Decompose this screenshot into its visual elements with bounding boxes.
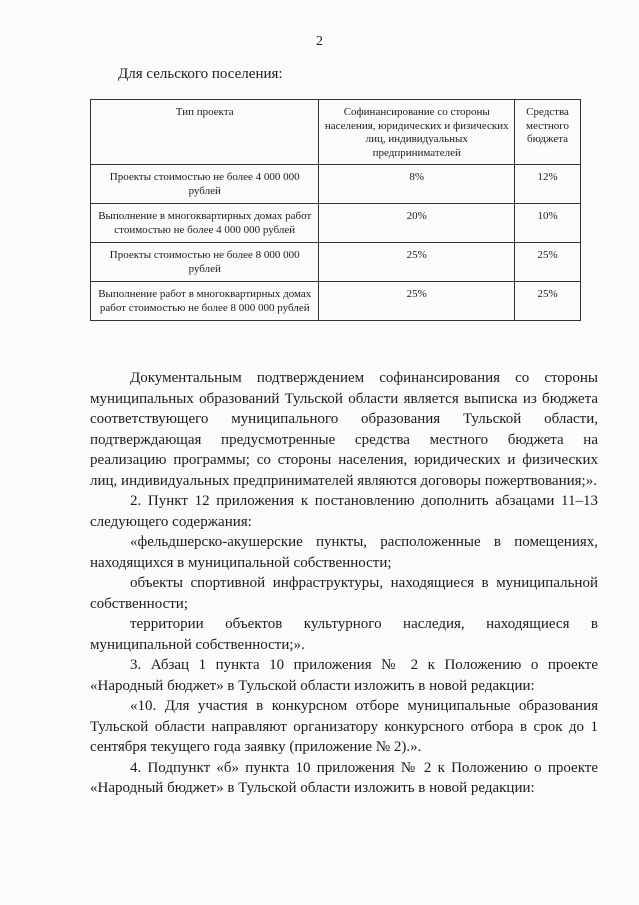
cofinancing-table	[90, 99, 581, 321]
paragraph-feldsher-points: «фельдшерско-акушерские пункты, расположенные в помещениях, находящихся в муниципальной собственности;	[90, 534, 598, 571]
paragraph-item-3: 3. Абзац 1 пункта 10 приложения № 2 к Положению о проекте «Народный бюджет» в Тульской области изложить в новой редакции:	[90, 657, 598, 694]
paragraph-item-2: 2. Пункт 12 приложения к постановлению дополнить абзацами 11–13 следующего содержания:	[90, 493, 598, 530]
cell-local-budget: 25%	[515, 243, 581, 282]
table-row	[91, 165, 581, 204]
cell-local-budget: 10%	[515, 204, 581, 243]
table-row	[91, 282, 581, 321]
intro-heading: Для сельского поселения:	[118, 66, 283, 82]
cell-cofinancing: 20%	[319, 204, 515, 243]
cell-project-type: Проекты стоимостью не более 4 000 000 рублей	[91, 165, 319, 204]
paragraph-sports-facilities: объекты спортивной инфраструктуры, находящиеся в муниципальной собственности;	[90, 575, 598, 612]
header-local-budget: Средства местного бюджета	[515, 100, 581, 165]
table-header-row	[91, 100, 581, 165]
cell-project-type: Проекты стоимостью не более 8 000 000 рублей	[91, 243, 319, 282]
cell-cofinancing: 8%	[319, 165, 515, 204]
paragraph-confirmation: Документальным подтверждением софинансирования со стороны муниципальных образований Тульской области является выписка из бюджета соответствующего муниципального образования Тульской области, подтверждающая предусмотренные средства местного бюджета на реализацию программы; со стороны населения, юридических и физических лиц, индивидуальных предпринимателей являются договоры пожертвования;».	[90, 370, 598, 489]
page-number: 2	[316, 34, 323, 49]
table-row	[91, 204, 581, 243]
cell-cofinancing: 25%	[319, 282, 515, 321]
header-project-type: Тип проекта	[91, 100, 319, 165]
cell-project-type: Выполнение в многоквартирных домах работ стоимостью не более 4 000 000 рублей	[91, 204, 319, 243]
cell-cofinancing: 25%	[319, 243, 515, 282]
cell-project-type: Выполнение работ в многоквартирных домах работ стоимостью не более 8 000 000 рублей	[91, 282, 319, 321]
paragraph-item-4: 4. Подпункт «б» пункта 10 приложения № 2 к Положению о проекте «Народный бюджет» в Тульской области изложить в новой редакции:	[90, 759, 598, 796]
paragraph-item-10-text: «10. Для участия в конкурсном отборе муниципальные образования Тульской области направляют организатору конкурсного отбора в срок до 1 сентября текущего года заявку (приложение № 2).».	[90, 698, 598, 755]
cell-local-budget: 12%	[515, 165, 581, 204]
document-body	[90, 368, 598, 799]
paragraph-heritage-sites: территории объектов культурного наследия, находящиеся в муниципальной собственности;».	[90, 616, 598, 653]
cell-local-budget: 25%	[515, 282, 581, 321]
table-row	[91, 243, 581, 282]
header-cofinancing: Софинансирование со стороны населения, юридических и физических лиц, индивидуальных предпринимателей	[319, 100, 515, 165]
